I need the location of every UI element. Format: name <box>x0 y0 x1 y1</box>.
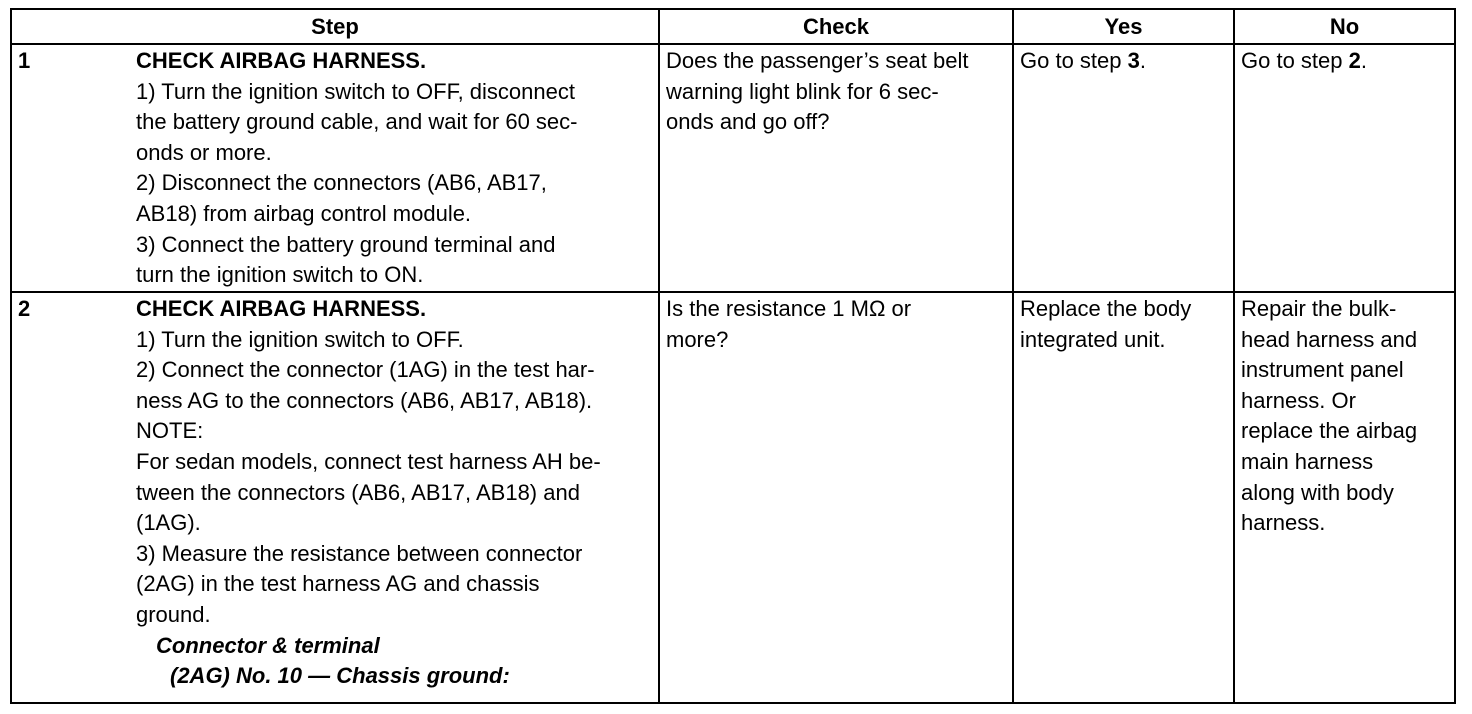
yes-step-ref: 3 <box>1127 48 1140 73</box>
check-line: onds and go off? <box>666 109 830 135</box>
header-check: Check <box>659 9 1013 44</box>
header-yes: Yes <box>1013 9 1234 44</box>
step-line: 2) Connect the connector (1AG) in the test har- <box>136 357 595 383</box>
no-line: replace the airbag <box>1241 418 1418 444</box>
yes-line: Replace the body <box>1020 296 1192 321</box>
step-line: tween the connectors (AB6, AB17, AB18) and <box>136 479 580 505</box>
step-line: the battery ground cable, and wait for 60 sec- <box>136 109 578 135</box>
yes-line: integrated unit. <box>1020 326 1166 352</box>
check-line: Is the resistance 1 MΩ or <box>666 296 912 321</box>
step-line: 3) Connect the battery ground terminal and <box>136 231 556 257</box>
no-line: Go to step 2. <box>1241 48 1367 73</box>
header-row <box>11 9 1455 44</box>
step-number: 1 <box>11 44 136 292</box>
yes-line: Go to step 3. <box>1020 48 1146 73</box>
yes-cell <box>1013 44 1234 292</box>
step-line: (1AG). <box>136 510 201 536</box>
step-procedure <box>136 44 659 292</box>
step-line: turn the ignition switch to ON. <box>136 262 424 288</box>
step-line: For sedan models, connect test harness AH be- <box>136 448 601 474</box>
header-no: No <box>1234 9 1455 44</box>
step-line: (2AG) in the test harness AG and chassis <box>136 571 540 597</box>
no-line: instrument panel <box>1241 357 1404 383</box>
step-line: ness AG to the connectors (AB6, AB17, AB18). <box>136 387 593 413</box>
no-line: harness. Or <box>1241 387 1356 413</box>
no-line: main harness <box>1241 448 1374 474</box>
no-line: head harness and <box>1241 326 1418 352</box>
step-line: 1) Turn the ignition switch to OFF, disconnect <box>136 78 575 104</box>
yes-cell <box>1013 292 1234 703</box>
no-line: along with body <box>1241 479 1394 505</box>
check-line: warning light blink for 6 sec- <box>666 78 939 104</box>
check-line: more? <box>666 326 729 352</box>
check-line: Does the passenger’s seat belt <box>666 48 969 73</box>
no-cell <box>1234 44 1455 292</box>
step-procedure <box>136 292 659 703</box>
no-line: Repair the bulk- <box>1241 296 1397 321</box>
spec-value: (2AG) No. 10 — Chassis ground: <box>170 663 510 689</box>
no-cell <box>1234 292 1455 703</box>
step-note-label: NOTE: <box>136 418 204 444</box>
header-step: Step <box>11 9 659 44</box>
step-line: onds or more. <box>136 139 272 165</box>
spec-label: Connector & terminal <box>156 632 380 658</box>
diagnosis-table <box>10 8 1456 704</box>
check-cell <box>659 292 1013 703</box>
table-row <box>11 44 1455 292</box>
step-number: 2 <box>11 292 136 703</box>
step-line: 1) Turn the ignition switch to OFF. <box>136 326 464 352</box>
step-title: CHECK AIRBAG HARNESS. <box>136 48 427 73</box>
step-line: 2) Disconnect the connectors (AB6, AB17, <box>136 170 547 196</box>
step-line: AB18) from airbag control module. <box>136 200 472 226</box>
no-step-ref: 2 <box>1348 48 1361 73</box>
step-line: 3) Measure the resistance between connector <box>136 540 583 566</box>
step-line: ground. <box>136 601 211 627</box>
no-line: harness. <box>1241 510 1326 536</box>
check-cell <box>659 44 1013 292</box>
step-title: CHECK AIRBAG HARNESS. <box>136 296 427 321</box>
table-row <box>11 292 1455 703</box>
